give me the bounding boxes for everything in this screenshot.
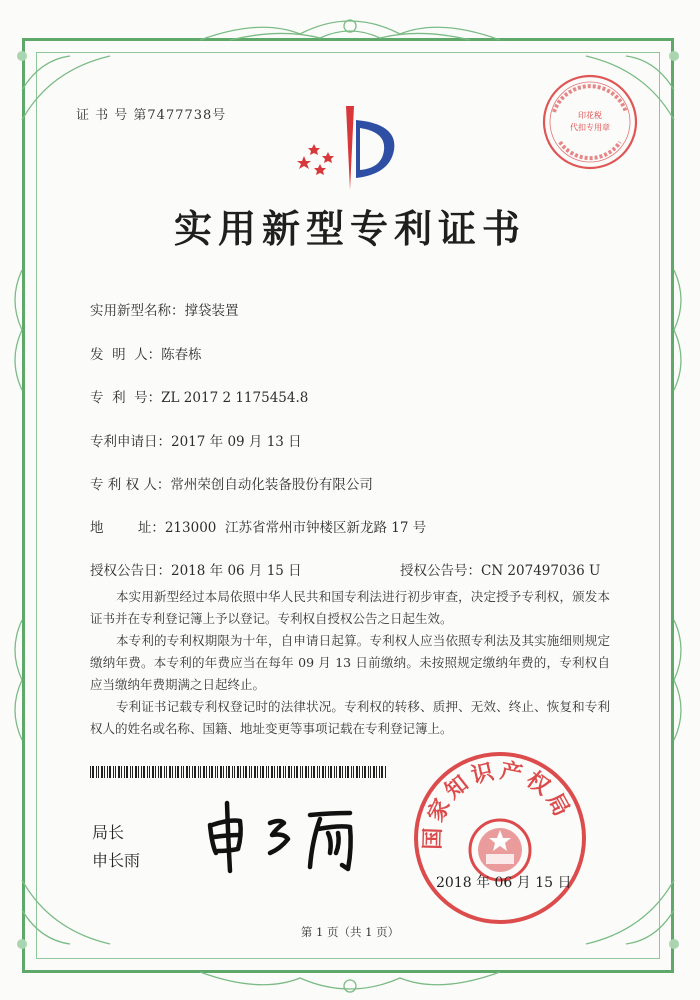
field-value: 2018 年 06 月 15 日 xyxy=(171,563,302,579)
patent-office-logo xyxy=(290,98,410,198)
barcode-bar xyxy=(186,766,188,778)
field-address xyxy=(90,516,426,536)
barcode-bar xyxy=(251,766,252,778)
barcode-bar xyxy=(368,766,369,778)
field-label: 地 址： xyxy=(90,520,165,536)
barcode-bar xyxy=(279,766,281,778)
body-paragraph-2: 本专利的专利权期限为十年，自申请日起算。专利权人应当依照专利法及其实施细则规定缴纳年费。本专利的年费应当在每年 09 月 13 日前缴纳。未按照规定缴纳年费的，专利权自应当缴纳年费期满之日起终止。 xyxy=(90,633,610,692)
field-label: 实用新型名称： xyxy=(90,303,185,319)
barcode-bar xyxy=(192,766,193,778)
field-label: 授权公告号： xyxy=(400,563,481,579)
barcode-bar xyxy=(206,766,207,778)
field-value: 213000 江苏省常州市钟楼区新龙路 17 号 xyxy=(164,520,427,536)
barcode-bar xyxy=(138,766,139,778)
field-value: ZL 2017 2 1175454.8 xyxy=(161,390,309,406)
field-label: 专 利 权 人： xyxy=(90,477,171,493)
barcode-bar xyxy=(370,766,371,778)
barcode-bar xyxy=(160,766,162,778)
barcode-bar xyxy=(130,766,131,778)
national-emblem-icon xyxy=(470,820,530,880)
barcode-bar xyxy=(226,766,227,778)
director-signature xyxy=(200,795,370,875)
field-label: 发 明 人： xyxy=(90,347,162,363)
barcode-bar xyxy=(325,766,326,778)
field-grant-announcement-number xyxy=(400,559,600,579)
barcode-bar xyxy=(149,766,150,778)
barcode-bar xyxy=(107,766,108,778)
director-title: 局长 xyxy=(92,823,125,842)
barcode-bar xyxy=(124,766,125,778)
barcode-bar xyxy=(215,766,216,778)
field-label: 授权公告日： xyxy=(90,563,171,579)
field-label: 专利申请日： xyxy=(90,434,171,450)
barcode-bar xyxy=(353,766,354,778)
barcode-bar xyxy=(113,766,114,778)
barcode-bar xyxy=(183,766,184,778)
barcode-bar xyxy=(177,766,179,778)
field-value: 2017 年 09 月 13 日 xyxy=(171,434,302,450)
barcode-bar xyxy=(234,766,235,778)
field-value: 撑袋装置 xyxy=(184,303,239,319)
barcode-bar xyxy=(359,766,360,778)
barcode-bar xyxy=(339,766,341,778)
barcode-bar xyxy=(373,766,375,778)
barcode-bar xyxy=(385,766,386,778)
barcode-bar xyxy=(152,766,154,778)
certificate-number: 证 书 号 第7477738号 xyxy=(76,108,227,123)
barcode-bar xyxy=(228,766,230,778)
barcode-bar xyxy=(211,766,213,778)
barcode-bar xyxy=(166,766,167,778)
barcode-bar xyxy=(155,766,156,778)
barcode-bar xyxy=(345,766,346,778)
barcode-bar xyxy=(243,766,244,778)
barcode-bar xyxy=(328,766,329,778)
barcode-bar xyxy=(101,766,103,778)
barcode-bar xyxy=(271,766,273,778)
barcode-bar xyxy=(322,766,324,778)
barcode-bar xyxy=(330,766,332,778)
barcode-bar xyxy=(283,766,284,778)
barcode-bar xyxy=(266,766,267,778)
barcode-bar xyxy=(351,766,352,778)
barcode-bar xyxy=(209,766,210,778)
barcode-bar xyxy=(90,766,91,778)
barcode-bar xyxy=(379,766,380,778)
issue-date: 2018 年 06 月 15 日 xyxy=(436,875,572,891)
barcode-bar xyxy=(268,766,269,778)
barcode-bar xyxy=(200,766,201,778)
field-patentee xyxy=(90,473,373,493)
barcode-bar xyxy=(240,766,241,778)
barcode-bar xyxy=(381,766,383,778)
national-ip-office-seal xyxy=(412,750,588,926)
certificate-body xyxy=(90,586,610,740)
svg-text:印花税: 印花税 xyxy=(578,111,602,120)
barcode-bar xyxy=(257,766,258,778)
seal-arc-text: 国家知识产权局 xyxy=(420,758,576,851)
barcode-bar xyxy=(223,766,224,778)
barcode-bar xyxy=(198,766,199,778)
barcode-bar xyxy=(203,766,205,778)
barcode-bar xyxy=(288,766,290,778)
barcode-bar xyxy=(305,766,307,778)
barcode-bar xyxy=(92,766,94,778)
field-value: 陈春栋 xyxy=(161,347,202,363)
barcode-bar xyxy=(336,766,337,778)
field-patent-number xyxy=(90,386,308,406)
barcode-bar xyxy=(260,766,261,778)
barcode-bar xyxy=(164,766,165,778)
barcode-bar xyxy=(237,766,239,778)
field-application-date xyxy=(90,430,302,450)
barcode xyxy=(90,766,390,778)
barcode-bar xyxy=(285,766,286,778)
barcode-bar xyxy=(158,766,159,778)
barcode-bar xyxy=(308,766,309,778)
barcode-bar xyxy=(302,766,303,778)
barcode-bar xyxy=(132,766,133,778)
barcode-bar xyxy=(232,766,233,778)
barcode-bar xyxy=(291,766,292,778)
barcode-bar xyxy=(254,766,256,778)
certificate-title: 实用新型专利证书 xyxy=(173,206,526,251)
field-inventor xyxy=(90,343,202,363)
barcode-bar xyxy=(147,766,148,778)
barcode-bar xyxy=(181,766,182,778)
barcode-bar xyxy=(143,766,145,778)
barcode-bar xyxy=(300,766,301,778)
barcode-bar xyxy=(245,766,247,778)
tax-stamp-seal xyxy=(540,72,640,172)
barcode-bar xyxy=(220,766,222,778)
barcode-bar xyxy=(98,766,99,778)
barcode-bar xyxy=(109,766,111,778)
director-name: 申长雨 xyxy=(92,851,141,870)
barcode-bar xyxy=(126,766,128,778)
body-paragraph-3: 专利证书记载专利权登记时的法律状况。专利权的转移、质押、无效、终止、恢复和专利权人的姓名或名称、国籍、地址变更等事项记载在专利登记簿上。 xyxy=(90,699,610,736)
barcode-bar xyxy=(194,766,196,778)
barcode-bar xyxy=(364,766,366,778)
barcode-bar xyxy=(313,766,315,778)
barcode-bar xyxy=(311,766,312,778)
barcode-bar xyxy=(141,766,142,778)
barcode-bar xyxy=(169,766,171,778)
barcode-bar xyxy=(189,766,190,778)
page-number: 第 1 页（共 1 页） xyxy=(300,925,400,939)
barcode-bar xyxy=(115,766,116,778)
barcode-bar xyxy=(175,766,176,778)
barcode-bar xyxy=(376,766,377,778)
barcode-bar xyxy=(249,766,250,778)
barcode-bar xyxy=(317,766,318,778)
field-value: CN 207497036 U xyxy=(481,563,601,579)
logo-stars-icon xyxy=(297,144,334,175)
field-value: 常州荣创自动化装备股份有限公司 xyxy=(170,477,373,493)
barcode-bar xyxy=(172,766,173,778)
barcode-bar xyxy=(277,766,278,778)
svg-text:代扣专用章: 代扣专用章 xyxy=(570,123,610,132)
barcode-bar xyxy=(362,766,363,778)
barcode-bar xyxy=(104,766,105,778)
barcode-bar xyxy=(217,766,218,778)
barcode-bar xyxy=(319,766,320,778)
barcode-bar xyxy=(342,766,343,778)
barcode-bar xyxy=(296,766,298,778)
barcode-bar xyxy=(356,766,358,778)
body-paragraph-1: 本实用新型经过本局依照中华人民共和国专利法进行初步审查，决定授予专利权，颁发本证书并在专利登记簿上予以登记。专利权自授权公告之日起生效。 xyxy=(90,589,610,626)
field-utility-model-name xyxy=(90,299,239,319)
field-grant-date xyxy=(90,559,302,579)
barcode-bar xyxy=(121,766,122,778)
barcode-bar xyxy=(96,766,97,778)
barcode-bar xyxy=(135,766,137,778)
barcode-bar xyxy=(334,766,335,778)
field-label: 专 利 号： xyxy=(90,390,162,406)
barcode-bar xyxy=(274,766,275,778)
barcode-bar xyxy=(118,766,120,778)
barcode-bar xyxy=(262,766,264,778)
barcode-bar xyxy=(347,766,349,778)
barcode-bar xyxy=(294,766,295,778)
